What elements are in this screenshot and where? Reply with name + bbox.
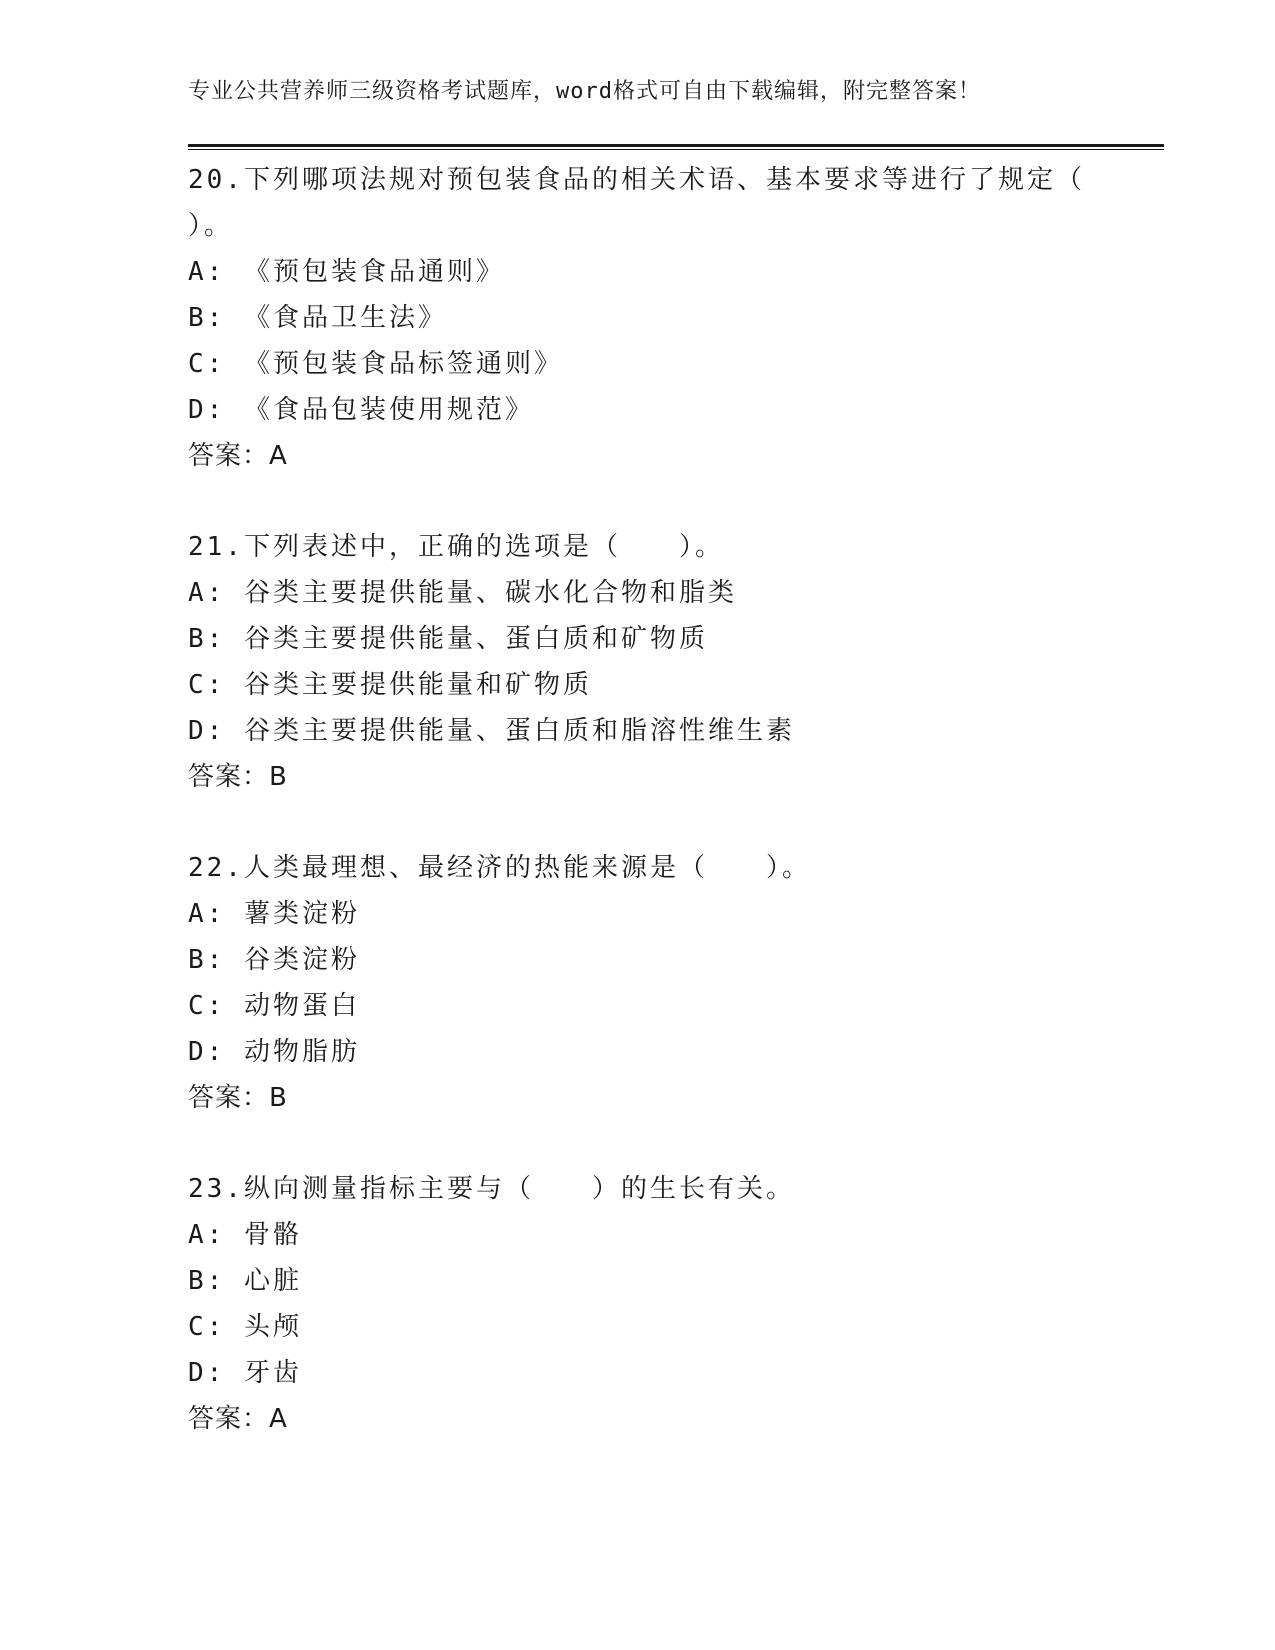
option-c: C: 《预包装食品标签通则》 bbox=[188, 349, 563, 379]
option-d: D: 牙齿 bbox=[188, 1358, 302, 1388]
question-23 bbox=[188, 1166, 1088, 1442]
answer: 答案：A bbox=[188, 1404, 288, 1434]
answer: 答案：B bbox=[188, 762, 288, 792]
option-b: B: 《食品卫生法》 bbox=[188, 303, 447, 333]
option-b: B: 心脏 bbox=[188, 1266, 302, 1296]
question-list bbox=[188, 157, 1088, 1487]
option-a: A: 《预包装食品通则》 bbox=[188, 257, 505, 287]
option-d: D: 谷类主要提供能量、蛋白质和脂溶性维生素 bbox=[188, 716, 795, 746]
option-c: C: 动物蛋白 bbox=[188, 991, 360, 1021]
question-stem: 23.纵向测量指标主要与（ ）的生长有关。 bbox=[188, 1174, 795, 1204]
answer: 答案：B bbox=[188, 1083, 288, 1113]
option-a: A: 骨骼 bbox=[188, 1220, 302, 1250]
option-c: C: 谷类主要提供能量和矿物质 bbox=[188, 670, 592, 700]
answer: 答案：A bbox=[188, 441, 288, 471]
question-stem: 22.人类最理想、最经济的热能来源是（ ）。 bbox=[188, 853, 811, 883]
header-divider bbox=[188, 144, 1164, 150]
option-a: A: 谷类主要提供能量、碳水化合物和脂类 bbox=[188, 578, 737, 608]
option-d: D: 动物脂肪 bbox=[188, 1037, 360, 1067]
question-21 bbox=[188, 524, 1088, 800]
option-b: B: 谷类主要提供能量、蛋白质和矿物质 bbox=[188, 624, 708, 654]
option-c: C: 头颅 bbox=[188, 1312, 302, 1342]
question-stem: 21.下列表述中，正确的选项是（ ）。 bbox=[188, 532, 724, 562]
option-d: D: 《食品包装使用规范》 bbox=[188, 395, 534, 425]
option-a: A: 薯类淀粉 bbox=[188, 899, 360, 929]
question-22 bbox=[188, 845, 1088, 1121]
page-header: 专业公共营养师三级资格考试题库，word格式可自由下载编辑，附完整答案！ bbox=[188, 79, 981, 104]
question-20 bbox=[188, 157, 1088, 479]
question-stem: 20.下列哪项法规对预包装食品的相关术语、基本要求等进行了规定（ ）。 bbox=[188, 165, 1085, 241]
option-b: B: 谷类淀粉 bbox=[188, 945, 360, 975]
